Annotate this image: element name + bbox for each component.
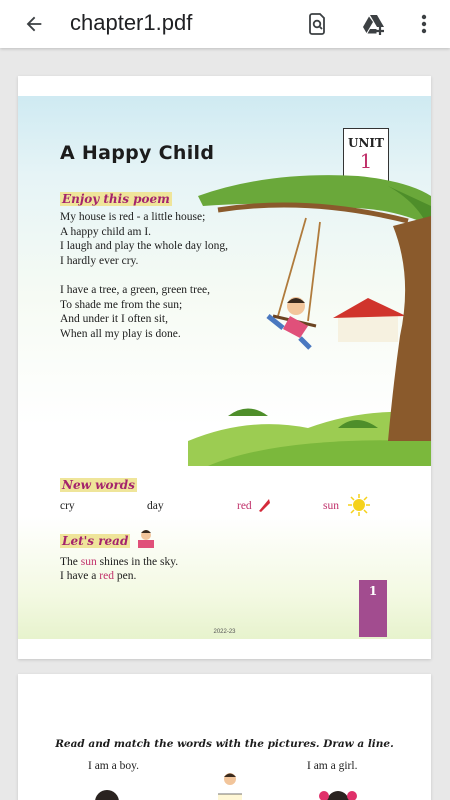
pdf-page-1 <box>18 76 431 659</box>
page-footer: 2022-23 <box>213 629 236 635</box>
page-number-tab: 1 <box>359 580 387 637</box>
poem-stanza-1 <box>60 210 228 268</box>
read-text: I have a <box>60 570 100 582</box>
back-arrow-icon[interactable] <box>20 10 48 38</box>
poem-line: To shade me from the sun; <box>60 298 183 311</box>
read-text: The <box>60 556 81 568</box>
app-toolbar <box>0 0 450 48</box>
exercise-instruction: Read and match the words with the pictures. Draw a line. <box>55 738 394 750</box>
girl-sentence: I am a girl. <box>307 760 358 772</box>
poem-line: And under it I often sit, <box>60 313 168 325</box>
unit-title: A Happy Child <box>60 142 215 164</box>
poem-line: My house is red - a little house; <box>60 211 206 223</box>
poem-line: I hardly ever cry. <box>60 254 139 267</box>
pdf-viewer[interactable] <box>0 48 450 800</box>
read-line-2 <box>60 570 136 582</box>
new-word: day <box>147 500 164 512</box>
document-title: chapter1.pdf <box>70 10 193 35</box>
page-content <box>18 96 431 639</box>
read-text: pen. <box>113 570 137 582</box>
girl-picture-icon <box>316 782 360 800</box>
new-word: sun <box>323 500 339 512</box>
new-word: red <box>237 500 252 512</box>
reading-child-icon <box>135 528 157 550</box>
pdf-page-2 <box>18 674 431 800</box>
sun-icon <box>347 493 371 517</box>
add-to-drive-icon[interactable] <box>361 10 389 38</box>
read-text: shines in the sky. <box>96 556 179 568</box>
red-pen-icon <box>257 497 271 513</box>
lets-read-heading: Let's read <box>62 534 129 548</box>
poem-heading: Enjoy this poem <box>62 192 170 206</box>
boy-sentence: I am a boy. <box>88 760 139 772</box>
poem-line: I have a tree, a green, green tree, <box>60 284 211 296</box>
read-highlight: sun <box>80 556 97 568</box>
search-in-document-icon[interactable] <box>304 10 332 38</box>
read-highlight: red <box>99 570 114 582</box>
boy-picture-icon <box>92 787 122 800</box>
unit-label: UNIT <box>348 136 384 150</box>
new-words-heading: New words <box>62 478 135 492</box>
read-line-1 <box>60 556 178 568</box>
unit-number: 1 <box>359 149 373 173</box>
new-word: cry <box>60 500 75 512</box>
poem-stanza-2 <box>60 283 210 341</box>
poem-line: A happy child am I. <box>60 225 152 238</box>
child-figure-icon <box>218 772 242 800</box>
poem-line: I laugh and play the whole day long, <box>60 240 228 252</box>
more-vert-icon[interactable] <box>410 10 438 38</box>
poem-line: When all my play is done. <box>60 327 181 340</box>
